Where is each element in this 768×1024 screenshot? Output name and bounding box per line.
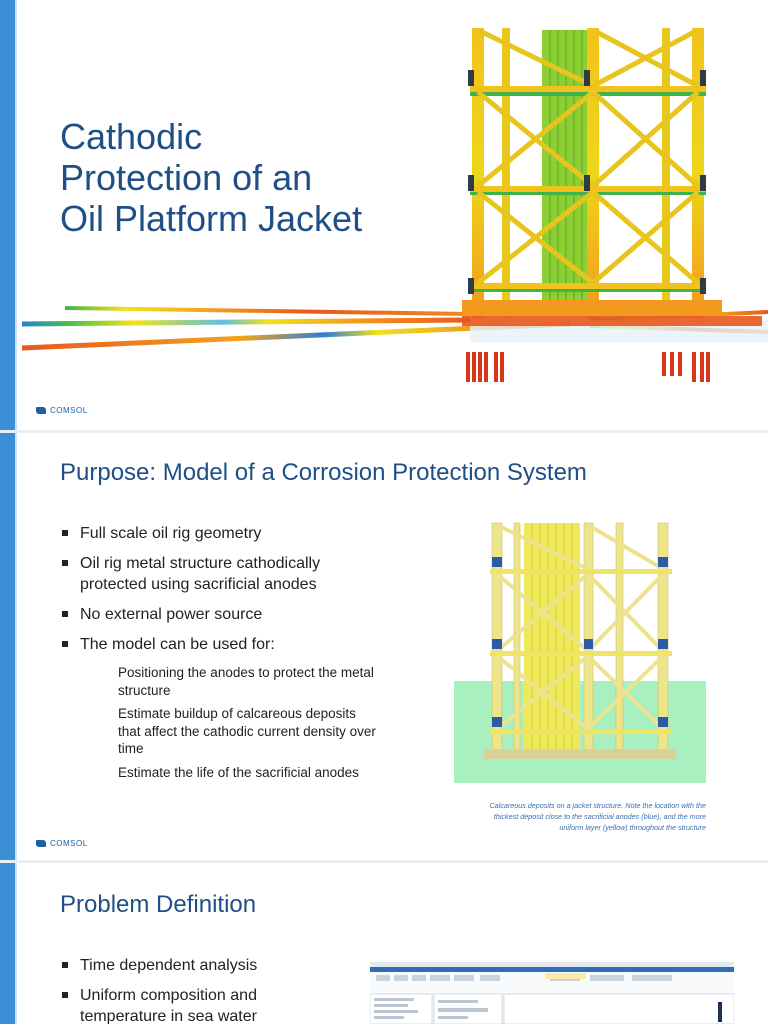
purpose-sub-bullets <box>118 664 380 787</box>
slide-problem <box>0 863 768 1024</box>
slide-purpose <box>0 433 768 860</box>
sub-bullet-item: Estimate buildup of calcareous deposits that affect the cathodic current density over time <box>118 706 376 756</box>
bullet-item: Uniform composition and temperature in sea water <box>60 985 320 1024</box>
platform-jacket-graphic <box>462 0 762 390</box>
side-stripe <box>0 433 16 860</box>
side-stripe <box>0 863 16 1024</box>
calcareous-deposit-image <box>454 521 706 783</box>
figure-caption: Calcareous deposits on a jacket structure. Note the location with the thickest deposit close to the sacrificial anodes (blue), and the more uniform layer (yellow) throughout the structure <box>489 801 706 832</box>
comsol-logo: COMSOL <box>36 406 88 415</box>
sub-bullet-item: Estimate the life of the sacrificial anodes <box>118 764 359 780</box>
comsol-logo-icon <box>36 840 46 847</box>
comsol-logo: COMSOL <box>36 839 88 848</box>
software-screenshot <box>370 962 734 1024</box>
purpose-heading: Purpose: Model of a Corrosion Protection System <box>60 459 587 486</box>
purpose-bullets <box>60 523 360 664</box>
comsol-logo-icon <box>36 407 46 414</box>
problem-bullets <box>60 955 320 1024</box>
slide-title-text: Cathodic Protection of an Oil Platform Jacket <box>60 116 363 239</box>
bullet-item: Full scale oil rig geometry <box>60 523 360 544</box>
slide-title <box>0 0 768 430</box>
bullet-item: The model can be used for: <box>60 634 360 655</box>
problem-heading: Problem Definition <box>60 891 257 918</box>
bullet-item: No external power source <box>60 604 360 625</box>
sub-bullet-item: Positioning the anodes to protect the metal structure <box>118 665 374 698</box>
bullet-item: Time dependent analysis <box>60 955 320 976</box>
bullet-item: Oil rig metal structure cathodically protected using sacrificial anodes <box>60 553 360 595</box>
